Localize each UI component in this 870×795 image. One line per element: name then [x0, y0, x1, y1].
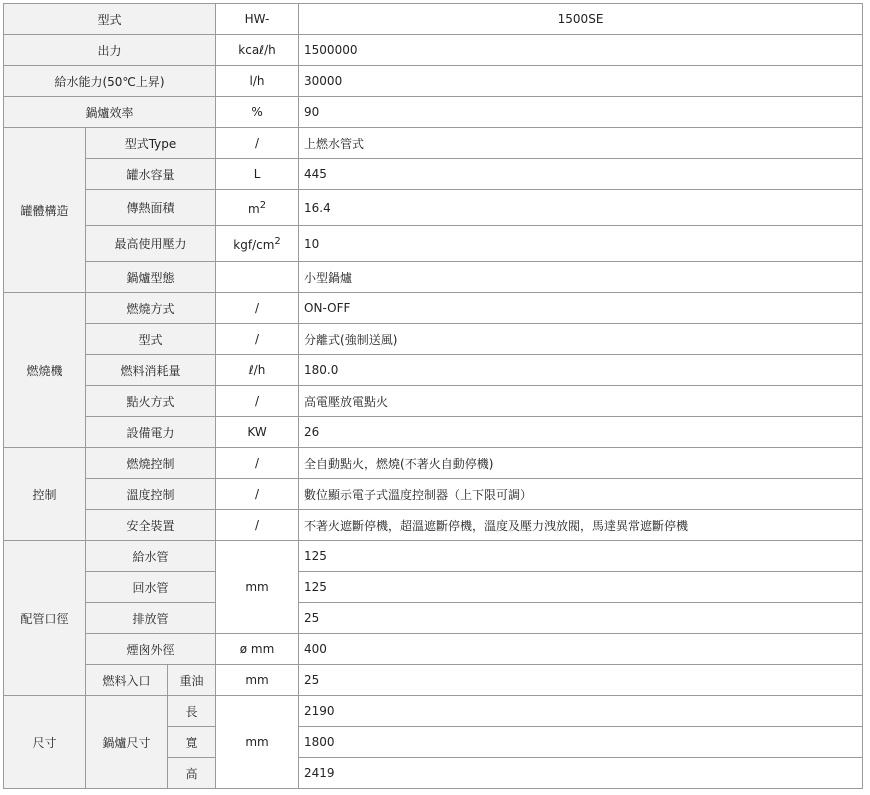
- max-pressure-unit-exponent: 2: [274, 235, 281, 247]
- fuel-inlet-unit: mm: [216, 665, 299, 696]
- chimney-label: 煙囪外徑: [86, 634, 216, 665]
- width-label: 寬: [168, 727, 216, 758]
- ignition-label: 點火方式: [86, 386, 216, 417]
- row-heating-area: [4, 190, 863, 226]
- body-group-label: 罐體構造: [4, 128, 86, 293]
- burner-type-unit: /: [216, 324, 299, 355]
- power-value: 26: [299, 417, 863, 448]
- burner-group-label: 燃燒機: [4, 293, 86, 448]
- row-supply-pipe: [4, 541, 863, 572]
- supply-capacity-unit: l/h: [216, 66, 299, 97]
- row-body-type: [4, 128, 863, 159]
- row-drain-pipe: [4, 603, 863, 634]
- chimney-unit: ø mm: [216, 634, 299, 665]
- water-capacity-label: 罐水容量: [86, 159, 216, 190]
- efficiency-unit: %: [216, 97, 299, 128]
- burn-method-unit: /: [216, 293, 299, 324]
- fuel-inlet-label: 燃料入口: [86, 665, 168, 696]
- row-temperature-control: [4, 479, 863, 510]
- burner-type-label: 型式: [86, 324, 216, 355]
- model-label: 型式: [4, 4, 216, 35]
- return-pipe-label: 回水管: [86, 572, 216, 603]
- heating-area-unit-exponent: 2: [259, 199, 267, 211]
- power-unit: KW: [216, 417, 299, 448]
- burner-type-value: 分離式(強制送風): [299, 324, 863, 355]
- chimney-value: 400: [299, 634, 863, 665]
- row-return-pipe: [4, 572, 863, 603]
- heating-area-unit: [216, 190, 299, 226]
- water-capacity-unit: L: [216, 159, 299, 190]
- row-fuel-inlet: [4, 665, 863, 696]
- output-label: 出力: [4, 35, 216, 66]
- output-value: 1500000: [299, 35, 863, 66]
- max-pressure-unit: [216, 226, 299, 262]
- temperature-control-value: 數位顯示電子式溫度控制器（上下限可調）: [299, 479, 863, 510]
- row-chimney: [4, 634, 863, 665]
- temperature-control-unit: /: [216, 479, 299, 510]
- width-value: 1800: [299, 727, 863, 758]
- supply-capacity-label: 給水能力(50℃上昇): [4, 66, 216, 97]
- row-ignition: [4, 386, 863, 417]
- burn-method-value: ON-OFF: [299, 293, 863, 324]
- ignition-unit: /: [216, 386, 299, 417]
- boiler-size-label: 鍋爐尺寸: [86, 696, 168, 789]
- combustion-control-value: 全自動點火，燃燒(不著火自動停機): [299, 448, 863, 479]
- body-type-value: 上燃水管式: [299, 128, 863, 159]
- row-length: [4, 696, 863, 727]
- row-supply-capacity: [4, 66, 863, 97]
- row-safety-device: [4, 510, 863, 541]
- fuel-use-unit: ℓ/h: [216, 355, 299, 386]
- ignition-value: 高電壓放電點火: [299, 386, 863, 417]
- fuel-inlet-value: 25: [299, 665, 863, 696]
- max-pressure-label: 最高使用壓力: [86, 226, 216, 262]
- piping-group-label: 配管口徑: [4, 541, 86, 696]
- supply-capacity-value: 30000: [299, 66, 863, 97]
- fuel-use-label: 燃料消耗量: [86, 355, 216, 386]
- length-label: 長: [168, 696, 216, 727]
- temperature-control-label: 溫度控制: [86, 479, 216, 510]
- body-type-unit: /: [216, 128, 299, 159]
- efficiency-value: 90: [299, 97, 863, 128]
- height-value: 2419: [299, 758, 863, 789]
- power-label: 設備電力: [86, 417, 216, 448]
- length-value: 2190: [299, 696, 863, 727]
- row-model: [4, 4, 863, 35]
- row-output: [4, 35, 863, 66]
- boiler-type-value: 小型鍋爐: [299, 262, 863, 293]
- heating-area-label: 傳熱面積: [86, 190, 216, 226]
- model-value: 1500SE: [299, 4, 863, 35]
- max-pressure-value: 10: [299, 226, 863, 262]
- heating-area-value: 16.4: [299, 190, 863, 226]
- safety-device-label: 安全裝置: [86, 510, 216, 541]
- supply-pipe-label: 給水管: [86, 541, 216, 572]
- spec-table: [3, 3, 863, 789]
- fuel-inlet-sub: 重油: [168, 665, 216, 696]
- fuel-use-value: 180.0: [299, 355, 863, 386]
- row-burner-type: [4, 324, 863, 355]
- row-power: [4, 417, 863, 448]
- piping-unit: mm: [216, 541, 299, 634]
- drain-pipe-label: 排放管: [86, 603, 216, 634]
- row-boiler-type: [4, 262, 863, 293]
- dimensions-group-label: 尺寸: [4, 696, 86, 789]
- dimensions-unit: mm: [216, 696, 299, 789]
- control-group-label: 控制: [4, 448, 86, 541]
- row-burn-method: [4, 293, 863, 324]
- supply-pipe-value: 125: [299, 541, 863, 572]
- heating-area-unit-base: m: [247, 201, 260, 216]
- row-max-pressure: [4, 226, 863, 262]
- output-unit: kcaℓ/h: [216, 35, 299, 66]
- row-combustion-control: [4, 448, 863, 479]
- return-pipe-value: 125: [299, 572, 863, 603]
- boiler-type-label: 鍋爐型態: [86, 262, 216, 293]
- burn-method-label: 燃燒方式: [86, 293, 216, 324]
- safety-device-unit: /: [216, 510, 299, 541]
- combustion-control-label: 燃燒控制: [86, 448, 216, 479]
- row-water-capacity: [4, 159, 863, 190]
- drain-pipe-value: 25: [299, 603, 863, 634]
- efficiency-label: 鍋爐效率: [4, 97, 216, 128]
- safety-device-value: 不著火遮斷停機，超溫遮斷停機，溫度及壓力洩放閥，馬達異常遮斷停機: [299, 510, 863, 541]
- row-fuel-use: [4, 355, 863, 386]
- height-label: 高: [168, 758, 216, 789]
- boiler-type-unit: [216, 262, 299, 293]
- water-capacity-value: 445: [299, 159, 863, 190]
- max-pressure-unit-base: kgf/cm: [233, 237, 275, 252]
- row-efficiency: [4, 97, 863, 128]
- model-unit: HW-: [216, 4, 299, 35]
- combustion-control-unit: /: [216, 448, 299, 479]
- body-type-label: 型式Type: [86, 128, 216, 159]
